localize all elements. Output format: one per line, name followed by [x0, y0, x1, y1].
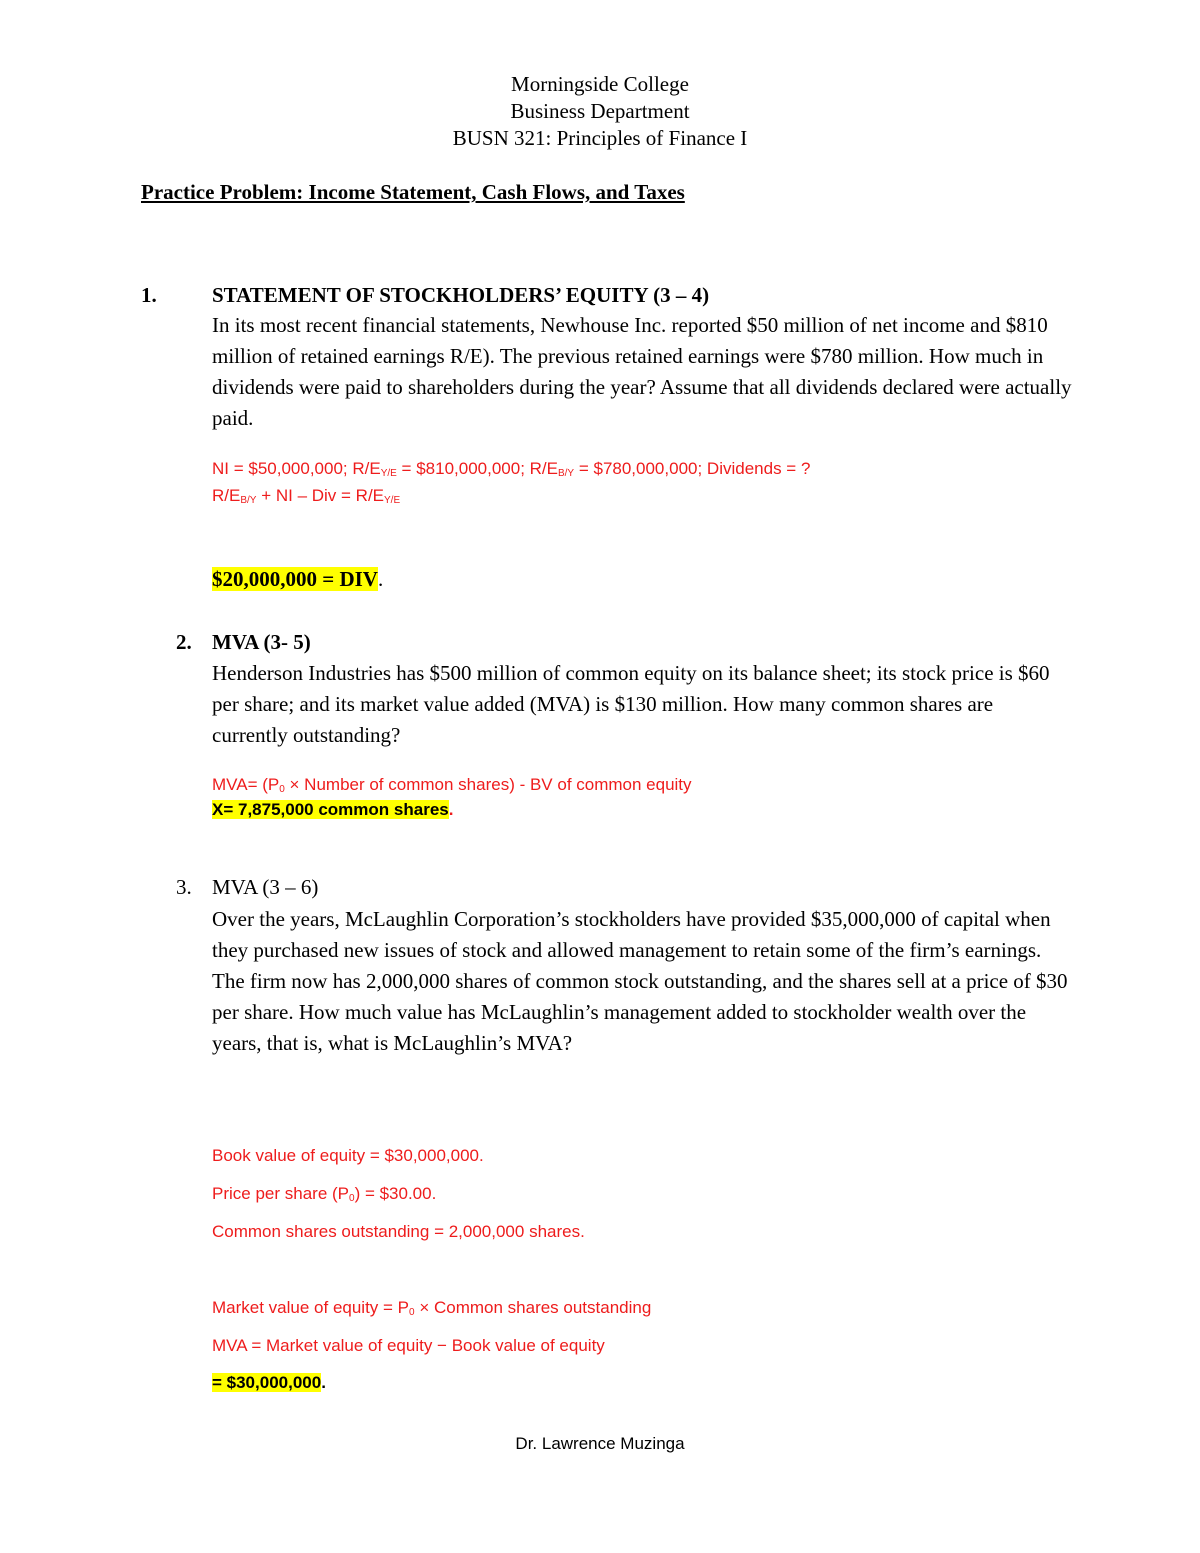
- q1-given-text-1: NI = $50,000,000; R/E: [212, 459, 381, 478]
- course-name: BUSN 321: Principles of Finance I: [452, 126, 748, 150]
- q3-shares: Common shares outstanding = 2,000,000 shares.: [212, 1222, 585, 1241]
- q3-answer: = $30,000,000: [212, 1373, 322, 1392]
- q2-body: Henderson Industries has $500 million of common equity on its balance sheet; its stock price is $60 per share; and its market value added (MVA) is $130 million. How many common shares are currently outstanding?: [212, 661, 1050, 747]
- q1-given-text-2: = $810,000,000; R/E: [396, 459, 558, 478]
- q1-given-line: [212, 459, 810, 479]
- q2-formula-text-1: MVA= (P: [212, 775, 280, 794]
- q1-answer-line: [212, 567, 383, 592]
- q3-price-text-1: Price per share (P: [212, 1184, 349, 1203]
- q1-body: In its most recent financial statements, Newhouse Inc. reported $50 million of net income and $810 million of retained earnings R/E). The previous retained earnings were $780 million. How much in dividends were paid to shareholders during the year? Assume that all dividends declared were actually paid.: [212, 313, 1072, 430]
- q2-answer: X= 7,875,000 common shares: [212, 800, 449, 819]
- q2-number: 2.: [176, 630, 192, 654]
- college-name: Morningside College: [511, 72, 689, 96]
- q1-formula-text-2: + NI – Div = R/E: [256, 486, 385, 505]
- q3-price-line: [212, 1184, 436, 1204]
- q1-answer: $20,000,000 = DIV: [212, 567, 378, 591]
- q1-given-sub-2: B/Y: [557, 468, 575, 479]
- q3-price-text-2: ) = $30.00.: [354, 1184, 437, 1203]
- q2-formula-text-2: × Number of common shares) - BV of common equity: [284, 775, 692, 794]
- q2-heading: MVA (3- 5): [212, 630, 311, 654]
- q3-answer-line: [212, 1373, 326, 1393]
- q1-formula-text-1: R/E: [212, 486, 241, 505]
- q1-formula-sub-1: B/Y: [240, 495, 257, 506]
- q2-formula-sub: 0: [279, 784, 285, 795]
- q3-heading: MVA (3 – 6): [212, 875, 319, 899]
- q1-formula-line: [212, 486, 400, 506]
- q3-body: Over the years, McLaughlin Corporation’s stockholders have provided $35,000,000 of capital when they purchased new issues of stock and allowed management to retain some of the firm’s earnings. The firm now has 2,000,000 shares of common stock outstanding, and the shares sell at a price of $30 per share. How much value has McLaughlin’s management added to stockholder wealth over the years, that is, what is McLaughlin’s MVA?: [212, 907, 1068, 1055]
- q2-answer-period: .: [448, 800, 454, 819]
- q3-mva-formula: MVA = Market value of equity − Book value of equity: [212, 1336, 605, 1355]
- q1-heading: STATEMENT OF STOCKHOLDERS’ EQUITY (3 – 4): [212, 283, 710, 307]
- q1-given-sub-1: Y/E: [380, 468, 397, 479]
- q3-mv-sub: 0: [409, 1307, 415, 1318]
- footer-author: Dr. Lawrence Muzinga: [515, 1434, 685, 1453]
- department-name: Business Department: [510, 99, 690, 123]
- document-title: Practice Problem: Income Statement, Cash Flows, and Taxes: [141, 180, 685, 204]
- q2-formula: [212, 775, 692, 795]
- q1-answer-period: .: [377, 567, 384, 591]
- q1-number: 1.: [141, 283, 157, 307]
- q3-answer-period: .: [321, 1373, 326, 1392]
- q3-mv-text-1: Market value of equity = P: [212, 1298, 410, 1317]
- q1-formula-sub-2: Y/E: [384, 495, 401, 506]
- q3-mv-text-2: × Common shares outstanding: [414, 1298, 652, 1317]
- q3-book-value: Book value of equity = $30,000,000.: [212, 1146, 484, 1165]
- q3-number: 3.: [176, 875, 192, 899]
- q3-market-value-line: [212, 1298, 651, 1318]
- q2-answer-line: [212, 800, 453, 820]
- q3-price-sub: 0: [349, 1193, 355, 1204]
- q1-given-text-3: = $780,000,000; Dividends = ?: [574, 459, 811, 478]
